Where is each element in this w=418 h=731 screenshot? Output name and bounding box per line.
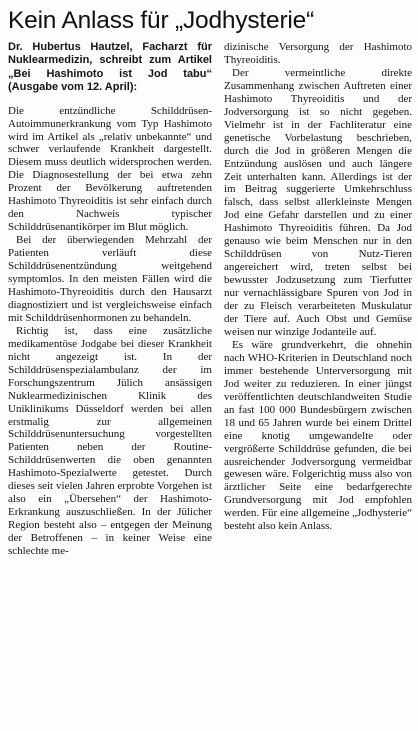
paragraph-5: Es wäre grundverkehrt, die ohnehin nach WHO-Kriterien in Deutschland noch immer bestehende Unterversorgung mit Jod weiter zu reduzieren. In einer jüngst veröffentlichten deutschlandweiten Studie an fast 100 000 Bundesbürgern zwischen 18 und 65 Jahren wurde bei einem Drittel eine knotig umgewandelte oder vergrößerte Schilddrüse gefunden, die bei ausreichender Jodversorgung vermeidbar gewesen wäre. Folgerichtig muss also von ärztlicher Seite eine bedarfgerechte Grundversorgung mit Jod empfohlen werden. Für eine allgemeine „Jodhysterie“ besteht also kein Anlass. [224,338,412,533]
paragraph-3-continued: dizinische Versorgung der Hashimoto Thyreoiditis. [224,41,412,66]
paragraph-3: Richtig ist, dass eine zusätzliche medikamentöse Jodgabe bei dieser Krankheit nicht angezeigt ist. In der Schilddrüsenspezialambulanz der im Forschungszentrum Jülich ansässigen Nuklearmedizinischen Klinik des Uniklinikums Düsseldorf werden bei allen erstmalig zur allgemeinen Schilddrüsenuntersuchung vorgestellten Patienten neben der Routine-Schilddrüsenwerten die oben genannten Hashimoto-Spezialwerte getestet. Durch dieses seit vielen Jahren erprobte Vorgehen ist also ein „Übersehen“ der Hashimoto-Erkrankung auszuschließen. In der Jülicher Region besteht also – entgegen der Meinung der Betroffenen – in keiner Weise eine schlechte me- [8,324,212,558]
paragraph-1: Die entzündliche Schilddrüsen-Autoimmunerkrankung vom Typ Hashimoto wird im Artikel als „relativ unbekannte“ und schwer verlaufende Krankheit dargestellt. Diesem muss deutlich widersprochen werden. Die Diagnosestellung der bei etwa zehn Prozent der Bevölkerung auftretenden Hashimoto Thyreoiditis ist sehr einfach durch den Nachweis typischer Schilddrüsenantikörper im Blut möglich. [8,104,212,234]
author-intro: Dr. Hubertus Hautzel, Facharzt für Nuklearmedizin, schreibt zum Artikel „Bei Hashimoto ist Jod tabu“ (Ausgabe vom 12. April): [8,41,212,94]
paragraph-4: Der vermeintliche direkte Zusammenhang zwischen Auftreten einer Hashimoto Thyreoiditis und der Jodversorgung ist so nicht gegeben. Vielmehr ist in der Fachliteratur eine genetische Vorbelastung beschrieben, durch die Jod in größeren Mengen die Entzündung auslösen und auch längere Zeit unterhalten kann. Allerdings ist der im Beitrag suggerierte Umkehrschluss falsch, dass selbst allerkleinste Mengen Jod eine Gefahr darstellen und zu einer Hashimoto Thyreoiditis führen. Da Jod genauso wie beim Menschen nur in den Schilddrüsen von Nutz-Tieren angereichert wird, treten selbst bei bewusster Jodzusetzung zum Tierfutter nur vernachlässigbare Spuren von Jod in der zu Fleisch verarbeiteten Muskulatur der Tiere auf. Auch Obst und Gemüse weisen nur winzige Jodanteile auf. [224,66,412,338]
left-column [8,41,212,558]
paragraph-2: Bei der überwiegenden Mehrzahl der Patienten verläuft diese Schilddrüsenentzündung weitgehend symptomlos. In den meisten Fällen wird die Hashimoto-Thyreoiditis durch den Hausarzt diagnostiziert und ist vergleichsweise einfach mit Schilddrüsenhormonen zu behandeln. [8,234,212,324]
headline: Kein Anlass für „Jodhysterie“ [8,7,315,34]
article-columns [8,41,412,558]
right-column [224,41,412,558]
